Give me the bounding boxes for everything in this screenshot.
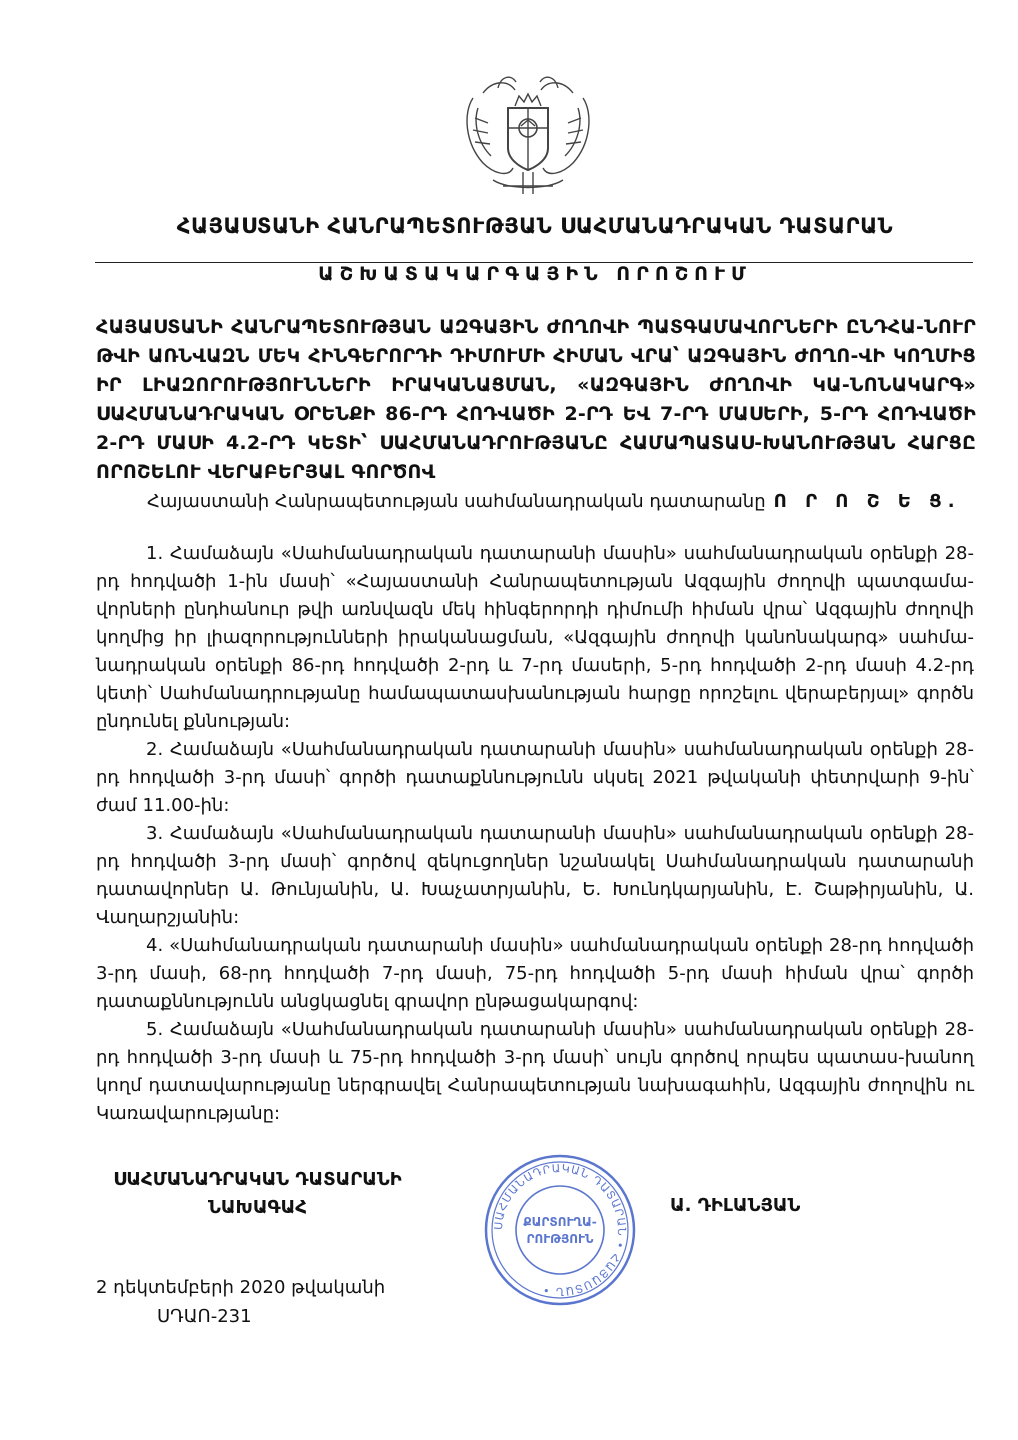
signatory-title xyxy=(90,1166,425,1222)
decision-date: 2 դեկտեմբերի 2020 թվականի xyxy=(96,1277,386,1298)
signatory-name: Ա. ԴԻԼԱՆՅԱՆ xyxy=(670,1195,801,1216)
coat-of-arms-icon xyxy=(453,68,603,198)
court-name-heading: ՀԱՅԱՍՏԱՆԻ ՀԱՆՐԱՊԵՏՈՒԹՅԱՆ ՍԱՀՄԱՆԱԴՐԱԿԱՆ ԴԱՏԱՐԱՆ xyxy=(176,214,894,238)
decision-number: ՍԴԱՈ-231 xyxy=(157,1306,252,1327)
document-type-heading: ԱՇԽԱՏԱԿԱՐԳԱՅԻՆ ՈՐՈՇՈՒՄ xyxy=(318,263,752,285)
decision-items xyxy=(96,540,974,1128)
stamp-ring-text: ՍԱՀՄԱՆԱԴՐԱԿԱՆ ԴԱՏԱՐԱՆ • ՀԱՅԱՍՏԱՆ • xyxy=(491,1161,629,1299)
signatory-title-line2: ՆԱԽԱԳԱՀ xyxy=(208,1197,307,1218)
decides-word: Ո Ր Ո Շ Ե Ց. xyxy=(773,491,961,512)
decision-item: 2. Համաձայն «Սահմանադրական դատարանի մասին» սահմանադրական օրենքի 28-րդ հոդվածի 3-րդ մասի՝ գործի դատաքննությունն սկսել 2021 թվականի փետրվարի 9-ին՝ ժամ 11.00-ին: xyxy=(96,739,974,816)
decision-item: 4. «Սահմանադրական դատարանի մասին» սահմանադրական օրենքի 28-րդ հոդվածի 3-րդ մասի, 68-րդ հոդվածի 7-րդ մասի, 75-րդ հոդվածի 5-րդ մասի հիման վրա՝ գործի դատաքննությունն անցկացնել գրավոր ընթացակարգով: xyxy=(96,935,974,1012)
stamp-center-text-1: ՔԱՐՏՈՒՂԱ- xyxy=(523,1215,597,1229)
case-title: ՀԱՅԱՍՏԱՆԻ ՀԱՆՐԱՊԵՏՈՒԹՅԱՆ ԱԶԳԱՅԻՆ ԺՈՂՈՎԻ ՊԱՏԳԱՄԱՎՈՐՆԵՐԻ ԸՆԴՀԱ-ՆՈՒՐ ԹՎԻ ԱՌՆՎԱԶՆ ՄԵԿ ՀԻՆԳԵՐՈՐԴԻ ԴԻՄՈՒՄԻ ՀԻՄԱՆ ՎՐԱ՝ ԱԶԳԱՅԻՆ ԺՈՂՈ-ՎԻ ԿՈՂՄԻՑ ԻՐ ԼԻԱԶՈՐՈՒԹՅՈՒՆՆԵՐԻ ԻՐԱԿԱՆԱՑՄԱՆ, «ԱԶԳԱՅԻՆ ԺՈՂՈՎԻ ԿԱ-ՆՈՆԱԿԱՐԳ» ՍԱՀՄԱՆԱԴՐԱԿԱՆ ՕՐԵՆՔԻ 86-ՐԴ ՀՈԴՎԱԾԻ 2-ՐԴ ԵՎ 7-ՐԴ ՄԱՍԵՐԻ, 5-ՐԴ ՀՈԴՎԱԾԻ 2-ՐԴ ՄԱՍԻ 4.2-ՐԴ ԿԵՏԻ՝ ՍԱՀՄԱՆԱԴՐՈՒԹՅԱՆԸ ՀԱՄԱՊԱՏԱՍ-ԽԱՆՈՒԹՅԱՆ ՀԱՐՑԸ ՈՐՈՇԵԼՈՒ ՎԵՐԱԲԵՐՅԱԼ ԳՈՐԾՈՎ xyxy=(96,316,976,483)
decision-item: 1. Համաձայն «Սահմանադրական դատարանի մասին» սահմանադրական օրենքի 28-րդ հոդվածի 1-ին մասի՝ «Հայաստանի Հանրապետության Ազգային ժողովի պատգամա-վորների ընդհանուր թվի առնվազն մեկ հինգերորդի դիմումի հիման վրա՝ Ազգային ժողովի կողմից իր լիազորությունների իրականացման, «Ազգային ժողովի կանոնակարգ» սահմա-նադրական օրենքի 86-րդ հոդվածի 2-րդ և 7-րդ մասերի, 5-րդ հոդվածի 2-րդ մասի 4.2-րդ կետի՝ Սահմանադրությանը համապատասխանության հարցը որոշելու վերաբերյալ» գործն ընդունել քննության: xyxy=(96,543,974,732)
official-stamp-icon xyxy=(480,1150,640,1310)
decides-text: Հայաստանի Հանրապետության սահմանադրական դատարանը xyxy=(147,491,766,512)
decision-item: 5. Համաձայն «Սահմանադրական դատարանի մասին» սահմանադրական օրենքի 28-րդ հոդվածի 3-րդ մասի և 75-րդ հոդվածի 3-րդ մասի՝ սույն գործով որպես պատաս-խանող կողմ դատավարությանը ներգրավել Հանրապետության նախագահին, Ազգային ժողովին ու Կառավարությանը: xyxy=(96,1019,974,1124)
stamp-center-text-2: ՐՈՒԹՅՈՒՆ xyxy=(526,1232,594,1246)
signatory-title-line1: ՍԱՀՄԱՆԱԴՐԱԿԱՆ ԴԱՏԱՐԱՆԻ xyxy=(113,1169,402,1190)
decision-item: 3. Համաձայն «Սահմանադրական դատարանի մասին» սահմանադրական օրենքի 28-րդ հոդվածի 3-րդ մասի՝ գործով զեկուցողներ նշանակել Սահմանադրական դատարանի դատավորներ Ա. Թունյանին, Ա. Խաչատրյանին, Ե. Խունդկարյանին, Է. Շաթիրյանին, Ա. Վաղարշյանին: xyxy=(96,823,974,928)
decides-line xyxy=(147,491,961,512)
